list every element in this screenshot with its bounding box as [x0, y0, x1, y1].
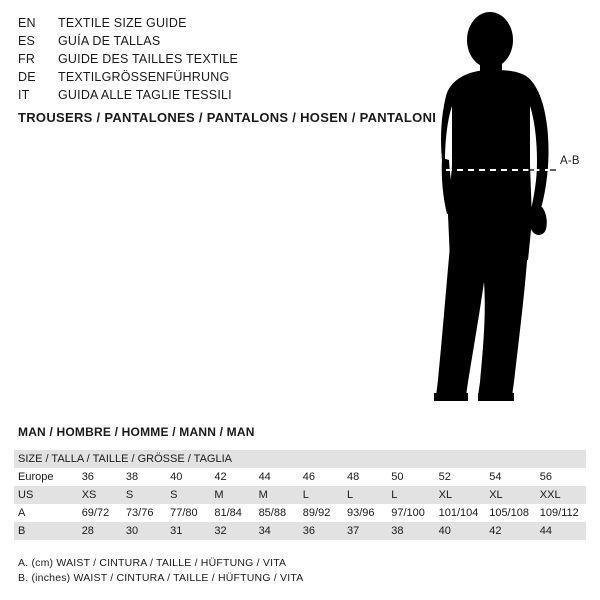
table-cell: 40: [435, 522, 486, 540]
language-text: TEXTILE SIZE GUIDE: [58, 16, 187, 30]
language-code: FR: [18, 52, 36, 66]
table-cell: 44: [255, 468, 299, 486]
table-cell: 28: [78, 522, 122, 540]
table-row: [14, 486, 586, 504]
table-cell: 89/92: [299, 504, 343, 522]
language-code: DE: [18, 70, 36, 84]
table-cell: 44: [536, 522, 586, 540]
language-row: [18, 32, 408, 50]
table-cell: 93/96: [343, 504, 387, 522]
table-cell: 36: [78, 468, 122, 486]
language-text: GUIDE DES TAILLES TEXTILE: [58, 52, 239, 66]
table-caption: MAN / HOMBRE / HOMME / MANN / MAN: [18, 425, 255, 439]
table-cell: 105/108: [485, 504, 536, 522]
table-cell: 32: [210, 522, 254, 540]
table-cell: 52: [435, 468, 486, 486]
row-label: B: [14, 522, 78, 540]
table-cell: 30: [122, 522, 166, 540]
language-row: [18, 68, 408, 86]
size-table: [14, 450, 586, 540]
table-cell: L: [299, 486, 343, 504]
table-cell: 48: [343, 468, 387, 486]
table-cell: 38: [122, 468, 166, 486]
footnotes: [18, 556, 303, 586]
table-cell: 37: [343, 522, 387, 540]
man-silhouette-figure: [400, 10, 600, 410]
table-cell: 69/72: [78, 504, 122, 522]
language-text: GUIDA ALLE TAGLIE TESSILI: [58, 88, 232, 102]
table-cell: 73/76: [122, 504, 166, 522]
table-row: [14, 450, 586, 468]
table-cell: S: [122, 486, 166, 504]
language-row: [18, 50, 408, 68]
table-cell: 40: [166, 468, 210, 486]
language-code: IT: [18, 88, 30, 102]
measure-label-ab: A-B: [560, 155, 580, 167]
table-cell: XL: [485, 486, 536, 504]
table-cell: 56: [536, 468, 586, 486]
table-cell: 38: [387, 522, 434, 540]
table-cell: 36: [299, 522, 343, 540]
language-header-block: [18, 14, 408, 104]
table-cell: 77/80: [166, 504, 210, 522]
language-text: TEXTILGRÖSSENFÜHRUNG: [58, 70, 230, 84]
table-cell: L: [387, 486, 434, 504]
table-cell: XS: [78, 486, 122, 504]
table-cell: M: [210, 486, 254, 504]
row-label: Europe: [14, 468, 78, 486]
language-text: GUÍA DE TALLAS: [58, 34, 161, 48]
language-code: ES: [18, 34, 36, 48]
table-cell: 50: [387, 468, 434, 486]
footnote-a: A. (cm) WAIST / CINTURA / TAILLE / HÜFTUNG / VITA: [18, 557, 287, 569]
footnote-b: B. (inches) WAIST / CINTURA / TAILLE / HÜFTUNG / VITA: [18, 572, 304, 584]
language-row: [18, 14, 408, 32]
table-cell: 46: [299, 468, 343, 486]
table-cell: S: [166, 486, 210, 504]
table-cell: 54: [485, 468, 536, 486]
table-row: [14, 504, 586, 522]
table-cell: 81/84: [210, 504, 254, 522]
table-cell: 101/104: [435, 504, 486, 522]
row-label: A: [14, 504, 78, 522]
row-label: US: [14, 486, 78, 504]
table-cell: 42: [485, 522, 536, 540]
table-cell: L: [343, 486, 387, 504]
table-cell: 31: [166, 522, 210, 540]
table-cell: 85/88: [255, 504, 299, 522]
table-cell: 34: [255, 522, 299, 540]
table-cell: XL: [435, 486, 486, 504]
section-title: TROUSERS / PANTALONES / PANTALONS / HOSEN / PANTALONI: [18, 110, 437, 125]
table-cell: 42: [210, 468, 254, 486]
language-code: EN: [18, 16, 36, 30]
table-cell: XXL: [536, 486, 586, 504]
language-row: [18, 86, 408, 104]
table-row: [14, 522, 586, 540]
row-label: SIZE / TALLA / TAILLE / GRÖSSE / TAGLIA: [14, 450, 586, 468]
table-row: [14, 468, 586, 486]
table-cell: M: [255, 486, 299, 504]
table-cell: 97/100: [387, 504, 434, 522]
table-cell: 109/112: [536, 504, 586, 522]
silhouette-icon: [400, 10, 600, 410]
